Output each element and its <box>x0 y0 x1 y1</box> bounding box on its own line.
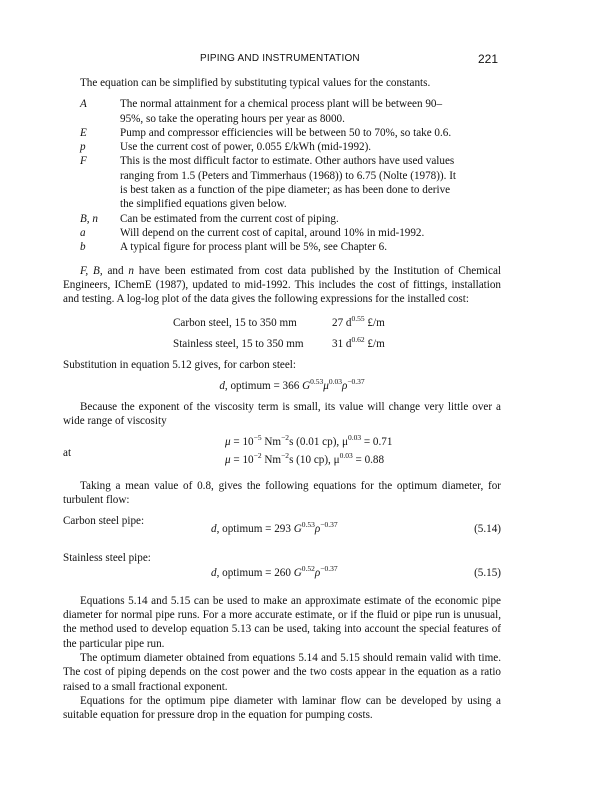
closing-paragraph-1: Equations 5.14 and 5.15 can be used to make an approximate estimate of the economic pipe diameter for normal pipe runs. For a more accurate estimate, or if the fluid or pipe run is unusual, the method used to develop equation 5.13 can be used, taking into account the special features of the particular pipe run. <box>63 594 501 650</box>
definition-symbol: b <box>80 241 86 254</box>
viscosity-equations <box>63 432 501 473</box>
definition-text: A typical figure for process plant will be 5%, see Chapter 6. <box>120 241 387 254</box>
cost-paragraph: F, B, and n have been estimated from cost data published by the Institution of Chemical Engineers, IChemE (1987), updated to mid-1992. This includes the cost of fittings, installation and testing. A log-log plot of the data gives the following expressions for the installed cost: <box>63 264 501 306</box>
definition-symbol: p <box>80 141 86 154</box>
definition-item <box>63 240 501 254</box>
equation-carbon-general: d, optimum = 366 $G^{0.53}\mu^{0.03}\rho^{-0.37}$ <box>219 376 365 392</box>
closing-paragraph-3: Equations for the optimum pipe diameter with laminar flow can be developed by using a suitable equation for pressure drop in the equation for pumping costs. <box>63 694 501 722</box>
definition-text: The normal attainment for a chemical process plant will be between 90–95%, so take the operating hours per year as 8000. <box>120 98 443 125</box>
page-number: 221 <box>478 52 499 66</box>
running-title: PIPING AND INSTRUMENTATION <box>200 53 360 64</box>
definition-symbol: a <box>80 226 86 239</box>
cost-label: Carbon steel, 15 to 350 mm <box>173 316 297 329</box>
carbon-pipe-label: Carbon steel pipe: <box>63 515 145 528</box>
definition-text: Can be estimated from the current cost of piping. <box>120 212 339 225</box>
equation-body: d, optimum = 260 $G^{0.52}\rho^{-0.37}$ <box>211 563 338 579</box>
equation-5-14 <box>63 517 501 537</box>
stainless-pipe-label: Stainless steel pipe: <box>63 551 151 564</box>
definition-text: Will depend on the current cost of capital, around 10% in mid-1992. <box>120 226 425 239</box>
definition-symbol: F <box>80 155 87 168</box>
substitution-text: Substitution in equation 5.12 gives, for carbon steel: <box>63 359 296 372</box>
definition-symbol: B, n <box>80 212 98 225</box>
cost-expression: 31 $d^{0.62}$ £/m <box>332 334 385 350</box>
cost-row-stainless <box>173 333 501 354</box>
installed-cost-table <box>173 312 501 354</box>
cost-row-carbon <box>173 312 501 333</box>
definition-symbol: E <box>80 126 87 139</box>
body-text <box>63 76 501 723</box>
viscosity-line-1: $\mu = 10^{-5}$ $Nm^{-2}s$ (0.01 cp), $\mu^{0.03} = 0.71$ <box>225 432 393 448</box>
constant-definitions <box>63 97 501 254</box>
definition-item <box>63 226 501 240</box>
definition-text: This is the most difficult factor to estimate. Other authors have used values ranging from 1.5 (Peters and Timmerhaus (1968)) to 6.75 (Nolte (1978)). It is best taken as a function of the pipe diameter; as has been done to derive the simplified equations given below. <box>120 155 457 211</box>
definition-text: Pump and compressor efficiencies will be between 50 to 70%, so take 0.6. <box>120 126 452 139</box>
equation-number: (5.15) <box>474 566 501 579</box>
definition-text: Use the current cost of power, 0.055 £/kWh (mid-1992). <box>120 141 372 154</box>
equation-body: d, optimum = 293 $G^{0.53}\rho^{-0.37}$ <box>211 519 338 535</box>
equation-number: (5.14) <box>474 522 501 535</box>
at-label: at <box>63 446 72 459</box>
intro-paragraph: The equation can be simplified by substituting typical values for the constants. <box>80 77 431 89</box>
viscosity-line-2: $\mu = 10^{-2}$ $Nm^{-2}s$ (10 cp), $\mu^{0.03} = 0.88$ <box>225 450 385 466</box>
page-header <box>0 52 612 70</box>
cost-label: Stainless steel, 15 to 350 mm <box>173 337 304 350</box>
definition-symbol: A <box>80 98 87 111</box>
viscosity-paragraph: Because the exponent of the viscosity term is small, its value will change very little over a wide range of viscosity <box>63 401 501 428</box>
definition-item <box>63 97 501 126</box>
definition-item <box>63 154 501 211</box>
equation-5-15 <box>63 561 501 581</box>
mean-value-paragraph: Taking a mean value of 0.8, gives the following equations for the optimum diameter, for turbulent flow: <box>63 479 501 506</box>
definition-item <box>63 212 501 226</box>
definition-item <box>63 140 501 154</box>
closing-paragraph-2: The optimum diameter obtained from equations 5.14 and 5.15 should remain valid with time. The cost of piping depends on the cost power and the two costs appear in the equation as a ratio raised to a small fractional exponent. <box>63 652 501 693</box>
definition-item <box>63 126 501 140</box>
cost-expression: 27 $d^{0.55}$ £/m <box>332 313 385 329</box>
